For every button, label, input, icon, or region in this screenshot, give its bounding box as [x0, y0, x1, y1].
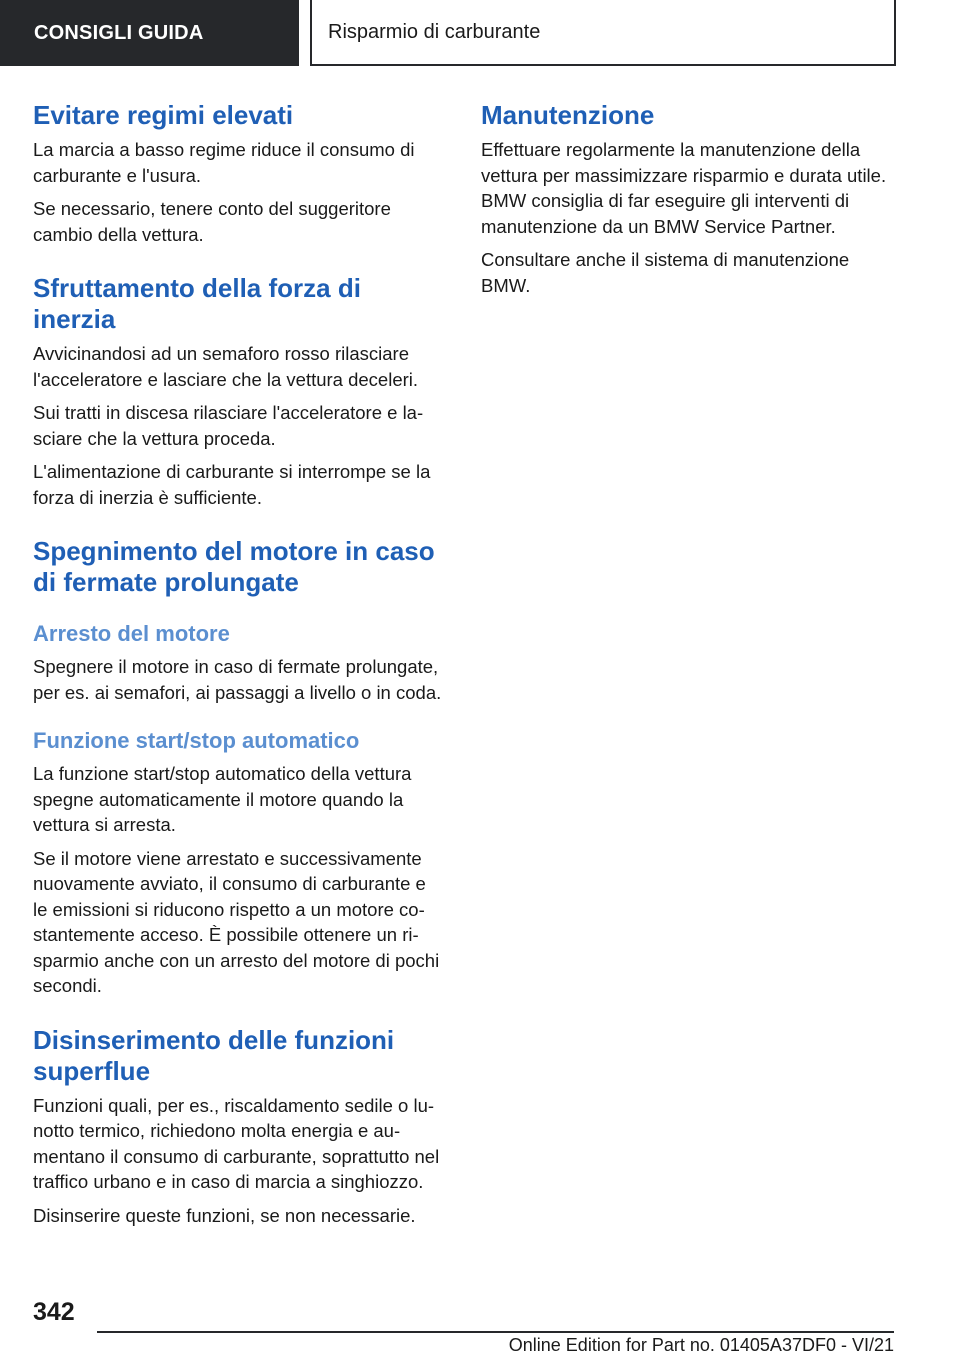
section-title: Risparmio di carburante: [310, 0, 896, 66]
heading-evitare-regimi: Evitare regimi elevati: [33, 100, 294, 130]
footer-divider: [97, 1331, 894, 1333]
paragraph: Sui tratti in discesa rilasciare l'acceleratore e lasciare che la vettura proceda.: [33, 402, 424, 449]
paragraph: Funzioni quali, per es., riscaldamento sedile o lunotto termico, richiedono molta energia e aumentano il consumo di carburante, soprattutto nel traffico urbano e in caso di marcia a singhiozzo.: [33, 1094, 440, 1192]
paragraph: Spegnere il motore in caso di fermate prolungate, per es. ai semafori, ai passaggi a livello o in coda.: [33, 656, 442, 703]
paragraph: Effettuare regolarmente la manutenzione della vettura per massimizzare risparmio e durata utile. BMW consiglia di far eseguire gli interventi di manutenzione da un BMW Service Partner.: [481, 139, 887, 237]
heading-forza-inerzia: Sfruttamento della forza di inerzia: [33, 273, 361, 334]
heading-spegnimento-motore: Spegnimento del motore in caso di fermate prolungate: [33, 536, 435, 597]
left-column: [33, 100, 443, 1236]
paragraph: Disinserire queste funzioni, se non necessarie.: [33, 1204, 416, 1226]
paragraph: Consultare anche il sistema di manutenzione BMW.: [481, 249, 850, 296]
chapter-title: CONSIGLI GUIDA: [0, 0, 299, 66]
paragraph: Avvicinandosi ad un semaforo rosso rilasciare l'acceleratore e lasciare che la vettura deceleri.: [33, 343, 419, 390]
paragraph: Se necessario, tenere conto del suggeritore cambio della vettura.: [33, 198, 391, 245]
paragraph: L'alimentazione di carburante si interrompe se la forza di inerzia è sufficiente.: [33, 461, 431, 508]
right-column: [481, 100, 891, 306]
edition-note: Online Edition for Part no. 01405A37DF0 - VI/21: [508, 1335, 894, 1355]
page-header: [0, 0, 960, 66]
subheading-start-stop: Funzione start/stop automatico: [33, 728, 360, 753]
heading-manutenzione: Manutenzione: [481, 100, 655, 130]
paragraph: La marcia a basso regime riduce il consumo di carburante e l'usura.: [33, 139, 415, 186]
page-number: 342: [33, 1298, 75, 1326]
paragraph: Se il motore viene arrestato e successivamente nuovamente avviato, il consumo di carburante e le emissioni si riducono rispetto a un motore costantemente acceso. È possibile ottenere un risparmio anche con un arresto del motore di pochi secondi.: [33, 847, 440, 996]
heading-disinserimento-funzioni: Disinserimento delle funzioni superflue: [33, 1024, 395, 1086]
subheading-arresto-motore: Arresto del motore: [33, 621, 230, 646]
paragraph: La funzione start/stop automatico della vettura spegne automaticamente il motore quando la vettura si arresta.: [33, 763, 412, 835]
